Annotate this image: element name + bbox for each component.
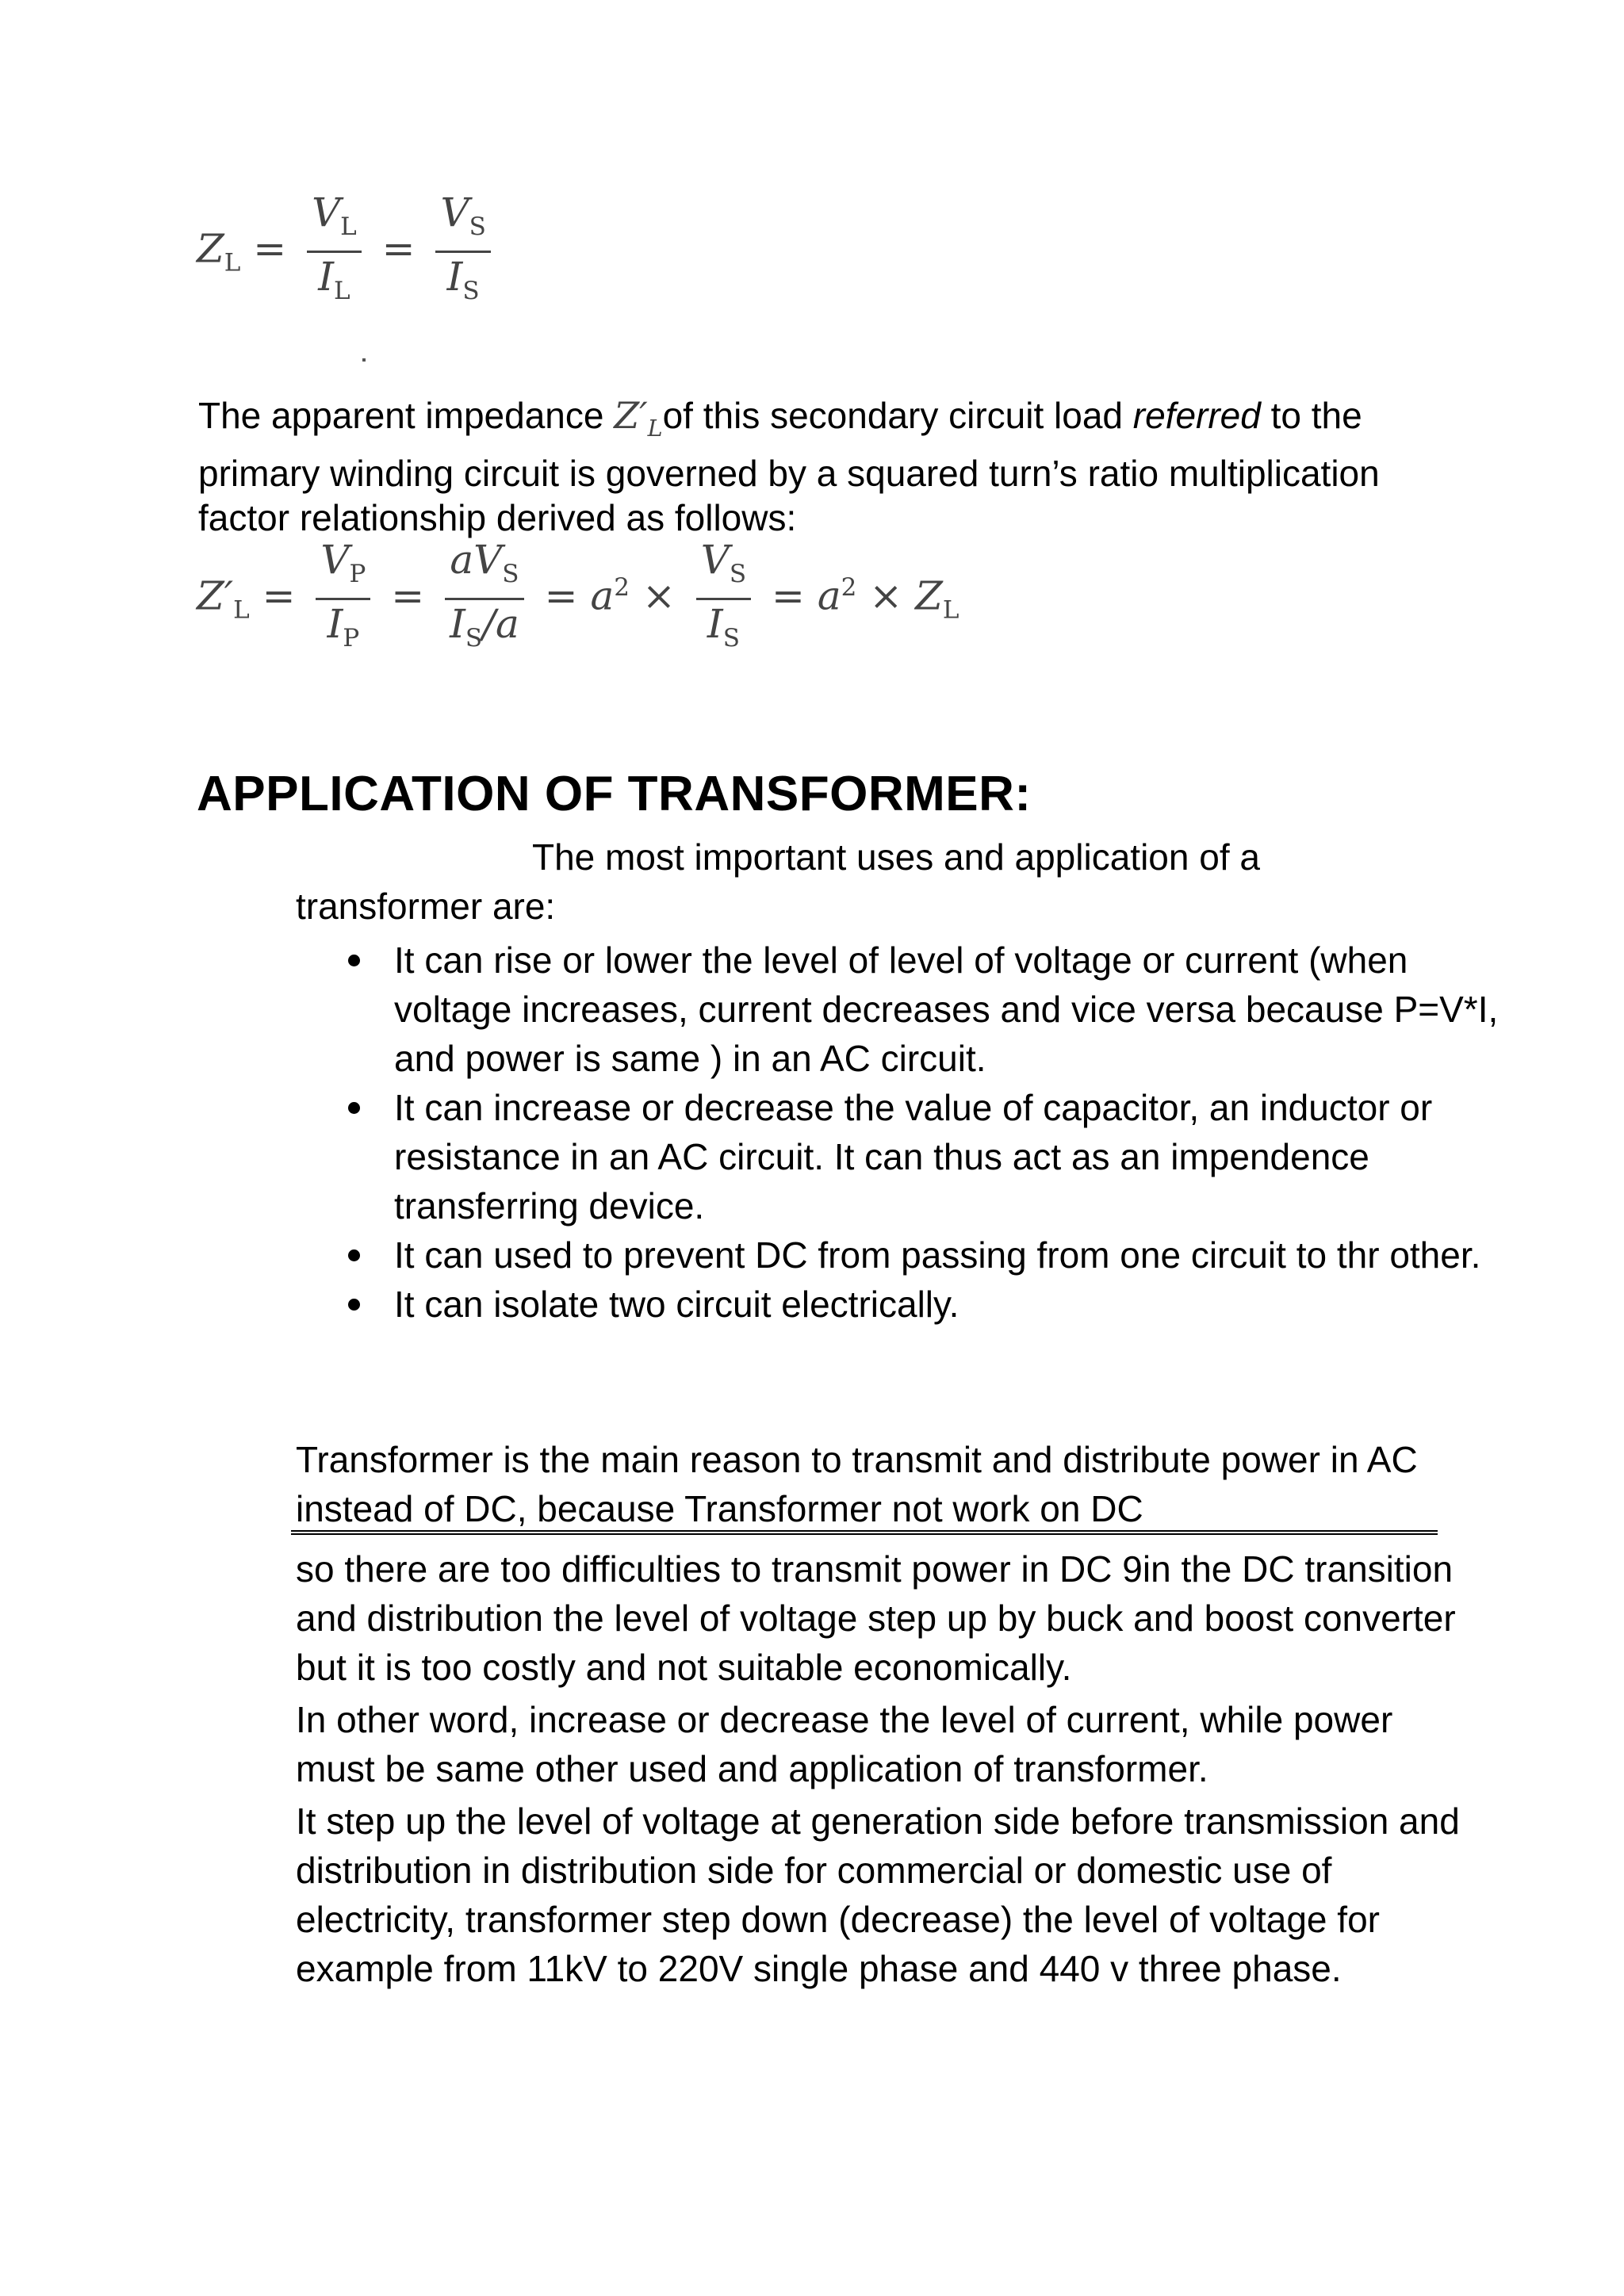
bullet-icon <box>348 955 360 966</box>
bullet-icon <box>348 1102 360 1114</box>
eq1-lhs-sub: L <box>224 248 241 277</box>
eq2-f1-den: I <box>327 601 343 647</box>
inline-symbol-sub: L <box>647 415 663 442</box>
eq2-coef2: a <box>817 572 841 619</box>
eq2-f1-den-sub: P <box>343 624 360 652</box>
intro-line-1: The most important uses and application of a <box>532 836 1260 878</box>
eq2-f2-num-sub: S <box>502 560 519 588</box>
double-rule-divider <box>291 1530 1438 1535</box>
equals-sign: = <box>253 225 287 272</box>
equals-sign: = <box>262 572 296 619</box>
fraction-vp-ip <box>316 536 370 662</box>
eq2-f1-num-sub: P <box>349 560 366 588</box>
eq2-f2-den: I <box>450 601 465 647</box>
fraction-vl-il <box>307 189 362 315</box>
main-reason-paragraph: Transformer is the main reason to transmit and distribute power in AC instead of DC, because Transformer not work on DC <box>296 1439 1418 1529</box>
eq2-coef-sup: 2 <box>614 572 630 602</box>
list-item <box>296 1083 1533 1230</box>
equals-sign: = <box>381 225 416 272</box>
list-item <box>296 1230 1533 1280</box>
eq1-f2-num: V <box>440 189 469 235</box>
times-sign: × <box>869 572 903 619</box>
equals-sign: = <box>391 572 425 619</box>
eq2-coef2-sup: 2 <box>841 572 857 602</box>
bullet-icon <box>348 1249 360 1261</box>
section-heading: APPLICATION OF TRANSFORMER: <box>197 767 1032 821</box>
para-text-after: to the primary winding circuit is governed by a squared turn’s ratio multiplication factor relationship derived as follows: <box>198 395 1380 539</box>
applications-list <box>296 936 1533 1329</box>
eq2-f3-num: V <box>700 537 730 583</box>
intro-line-2: transformer are: <box>296 886 556 927</box>
list-item-text: It can rise or lower the level of level of voltage or current (when voltage increases, current decreases and vice versa because P=V*I, and power is same ) in an AC circuit. <box>394 939 1499 1079</box>
eq2-f3-den: I <box>707 601 723 647</box>
eq1-f2-num-sub: S <box>469 212 486 241</box>
explanation-block <box>296 1544 1469 1993</box>
eq2-f2-den-sub: S <box>465 624 483 652</box>
eq2-f2-num: aV <box>450 537 503 583</box>
eq1-f1-den: I <box>318 254 334 300</box>
eq1-f2-den-sub: S <box>462 277 480 305</box>
para-text-before: The apparent impedance <box>198 395 615 436</box>
equation-referred-impedance <box>197 536 959 662</box>
times-sign: × <box>642 572 676 619</box>
stray-dot <box>362 358 366 362</box>
equation-load-impedance <box>197 189 499 315</box>
eq1-f2-den: I <box>446 254 463 300</box>
equals-sign: = <box>544 572 578 619</box>
eq2-f3-den-sub: S <box>722 624 740 652</box>
inline-symbol: Z′ <box>614 394 648 437</box>
list-item-text: It can increase or decrease the value of capacitor, an inductor or resistance in an AC circuit. It can thus act as an impendence transferring device. <box>394 1087 1433 1226</box>
fraction-vs-is-2 <box>696 536 751 662</box>
inline-z-prime-l <box>614 394 663 442</box>
list-item-text: It can used to prevent DC from passing from one circuit to thr other. <box>394 1234 1481 1276</box>
other-word-paragraph: In other word, increase or decrease the level of current, while power must be same other used and application of transformer. <box>296 1699 1393 1789</box>
list-item <box>296 936 1533 1083</box>
para-text-middle: of this secondary circuit load <box>662 395 1133 436</box>
eq2-coef: a <box>590 572 615 619</box>
bullet-icon <box>348 1299 360 1311</box>
eq2-f1-num: V <box>320 537 350 583</box>
intro-paragraph <box>296 832 1469 931</box>
fraction-avs-is-over-a <box>445 536 524 662</box>
eq2-lhs-sub: L <box>233 595 250 625</box>
eq1-f1-num-sub: L <box>340 212 357 241</box>
fraction-vs-is <box>435 189 490 315</box>
eq2-f3-num-sub: S <box>729 560 747 588</box>
difficulties-paragraph: so there are too difficulties to transmit power in DC 9in the DC transition and distribution the level of voltage step up by buck and boost converter but it is too costly and not suitable economically. <box>296 1548 1456 1688</box>
list-item <box>296 1280 1533 1329</box>
eq2-f2-den-tail: /a <box>482 601 519 647</box>
apparent-impedance-paragraph <box>198 393 1451 540</box>
eq1-f1-den-sub: L <box>334 277 350 305</box>
eq2-end: Z <box>915 572 943 619</box>
step-up-paragraph: It step up the level of voltage at generation side before transmission and distribution in distribution side for commercial or domestic use of electricity, transformer step down (decrease) the level of voltage for example from 11kV to 220V single phase and 440 v three phase. <box>296 1800 1460 1989</box>
eq1-lhs: Z <box>197 225 224 272</box>
eq2-lhs: Z′ <box>197 572 234 619</box>
eq1-f1-num: V <box>312 189 341 235</box>
para-emphasis: referred <box>1132 395 1261 436</box>
eq2-end-sub: L <box>942 595 959 625</box>
list-item-text: It can isolate two circuit electrically. <box>394 1284 959 1325</box>
equals-sign: = <box>772 572 805 619</box>
